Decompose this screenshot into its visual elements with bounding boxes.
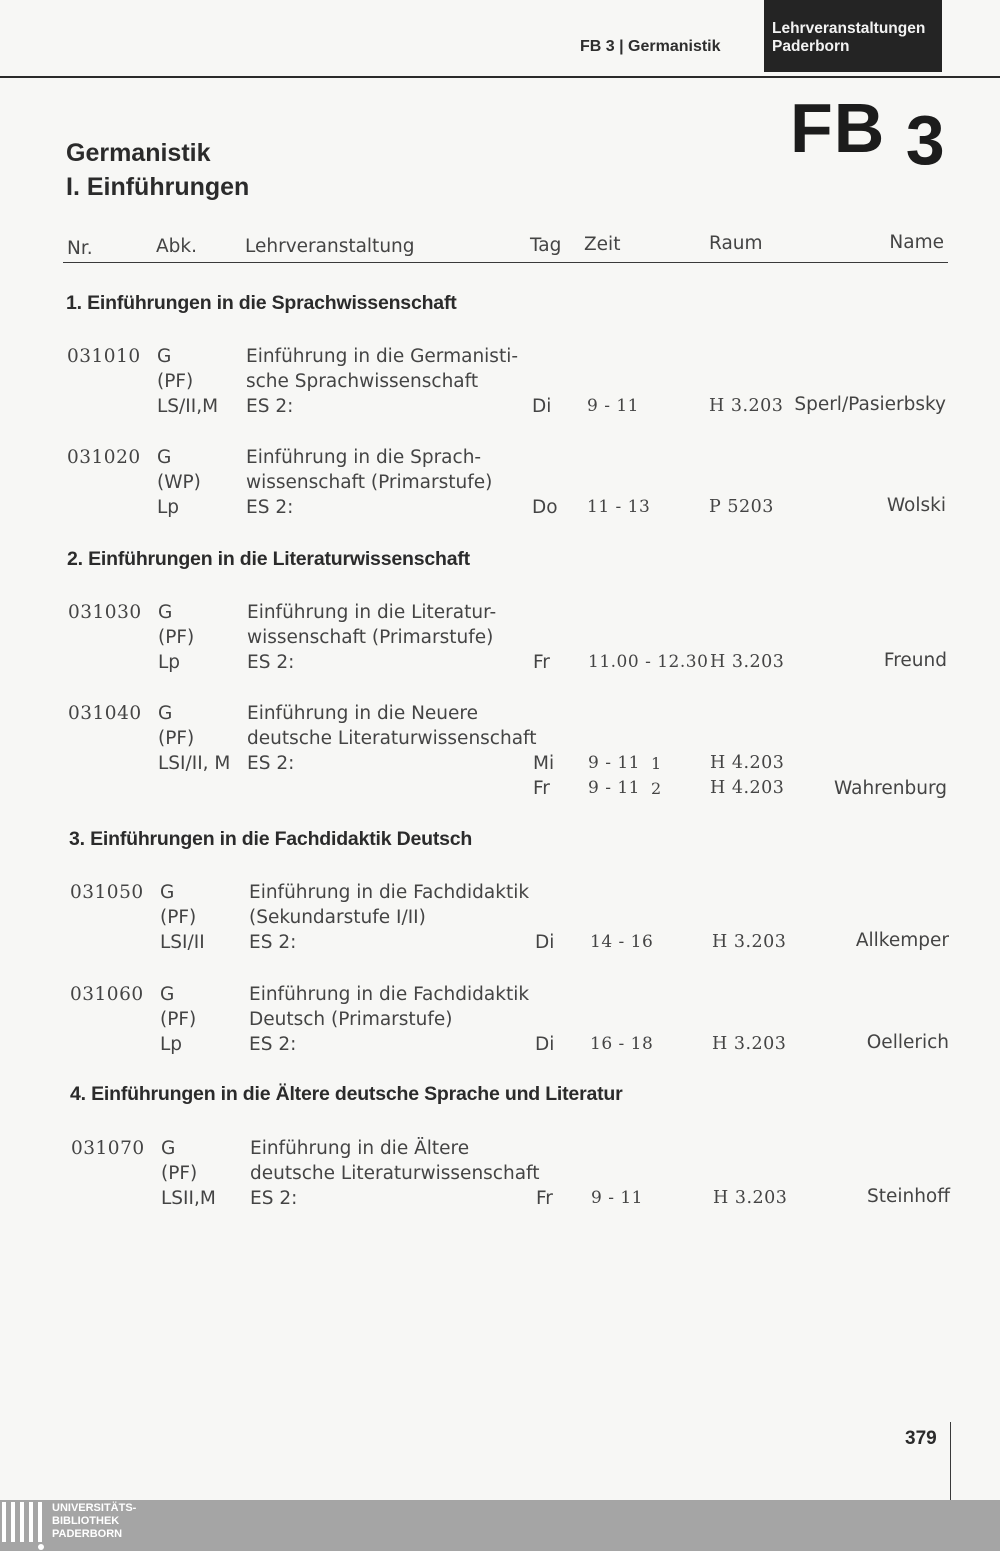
course-abbreviation: LSI/II, M [158, 753, 231, 774]
course-time: 9 - 11 [588, 753, 640, 773]
course-title: Einführung in die Ältere [250, 1138, 470, 1159]
department-number: 3 [905, 101, 946, 179]
course-day: Fr [533, 778, 550, 799]
course-room: P 5203 [709, 497, 774, 517]
course-abbreviation: (WP) [157, 472, 201, 493]
col-header-raum: Raum [709, 233, 763, 254]
course-abbreviation: (PF) [158, 728, 195, 749]
course-time: 9 - 11 [587, 396, 639, 416]
course-abbreviation: G [160, 882, 175, 903]
course-title: ES 2: [249, 1034, 297, 1055]
course-day: Di [532, 396, 552, 417]
course-abbreviation: Lp [157, 497, 180, 518]
course-day: Fr [536, 1188, 553, 1209]
col-header-nr: Nr. [67, 238, 93, 259]
course-abbreviation: G [158, 703, 173, 724]
course-number: 031020 [67, 447, 141, 468]
course-day: Di [535, 932, 555, 953]
course-abbreviation: G [158, 602, 173, 623]
course-abbreviation: Lp [158, 652, 181, 673]
course-title: Einführung in die Fachdidaktik [249, 882, 530, 903]
course-abbreviation: G [161, 1138, 176, 1159]
course-title: (Sekundarstufe I/II) [249, 907, 426, 928]
course-number: 031040 [68, 703, 142, 724]
page-subtitle: I. Einführungen [66, 173, 250, 201]
course-abbreviation: (PF) [157, 371, 194, 392]
column-header-rule [63, 262, 948, 263]
library-name [52, 1502, 136, 1541]
course-abbreviation: G [157, 447, 172, 468]
running-header: FB 3 | Germanistik [580, 38, 721, 55]
col-header-zeit: Zeit [584, 234, 621, 255]
course-lecturer: Steinhoff [866, 1186, 950, 1207]
course-title: ES 2: [247, 652, 295, 673]
course-abbreviation: (PF) [160, 1009, 197, 1030]
course-abbreviation: (PF) [160, 907, 197, 928]
course-abbreviation: LSI/II [160, 932, 205, 953]
header-badge-line2: Paderborn [772, 38, 850, 55]
course-number: 031030 [68, 602, 142, 623]
course-day: Di [535, 1034, 555, 1055]
header-rule [0, 76, 1000, 78]
course-room: H 3.203 [712, 932, 787, 952]
course-day: Fr [533, 652, 550, 673]
course-abbreviation: (PF) [158, 627, 195, 648]
page-number: 379 [905, 1428, 937, 1449]
course-title: Deutsch (Primarstufe) [249, 1009, 453, 1030]
course-lecturer: Freund [883, 650, 947, 671]
section-heading: 1. Einführungen in die Sprachwissenschaft [66, 292, 457, 314]
library-name-line3: PADERBORN [52, 1528, 123, 1540]
course-title: deutsche Literaturwissenschaft [247, 728, 537, 749]
course-abbreviation: G [157, 346, 172, 367]
course-time: 16 - 18 [590, 1034, 654, 1054]
course-room: H 3.203 [713, 1188, 788, 1208]
section-heading: 3. Einführungen in die Fachdidaktik Deutsch [69, 828, 473, 850]
course-title: ES 2: [246, 396, 294, 417]
library-name-line1: UNIVERSITÄTS- [52, 1502, 137, 1514]
course-room: H 3.203 [710, 652, 785, 672]
course-title: sche Sprachwissenschaft [246, 371, 479, 392]
header-badge [764, 0, 942, 72]
section-heading: 4. Einführungen in die Ältere deutsche Sprache und Literatur [70, 1083, 623, 1105]
course-time: 9 - 11 [588, 778, 640, 798]
library-footer-bar [0, 1500, 1000, 1551]
department-label: FB [790, 89, 886, 167]
course-number: 031050 [70, 882, 144, 903]
course-group: 1 [651, 754, 662, 773]
col-header-tag: Tag [530, 235, 562, 256]
course-room: H 3.203 [709, 396, 784, 416]
course-title: Einführung in die Literatur- [247, 602, 497, 623]
course-day: Mi [533, 753, 555, 774]
course-lecturer: Oellerich [866, 1032, 949, 1053]
course-lecturer: Wolski [886, 495, 946, 516]
course-lecturer: Allkemper [855, 930, 949, 951]
course-room: H 4.203 [710, 778, 785, 798]
course-abbreviation: (PF) [161, 1163, 198, 1184]
course-title: Einführung in die Germanisti- [246, 346, 519, 367]
course-title: ES 2: [246, 497, 294, 518]
department-marker [790, 88, 946, 179]
course-day: Do [532, 497, 558, 518]
course-time: 11 - 13 [587, 497, 651, 517]
course-abbreviation: LSII,M [161, 1188, 216, 1209]
page-title: Germanistik [66, 139, 211, 167]
course-title: Einführung in die Sprach- [246, 447, 482, 468]
course-time: 14 - 16 [590, 932, 654, 952]
course-title: wissenschaft (Primarstufe) [246, 472, 493, 493]
course-title: deutsche Literaturwissenschaft [250, 1163, 540, 1184]
course-time: 9 - 11 [591, 1188, 643, 1208]
course-abbreviation: LS/II,M [157, 396, 219, 417]
course-title: wissenschaft (Primarstufe) [247, 627, 494, 648]
course-abbreviation: G [160, 984, 175, 1005]
course-time: 11.00 - 12.30 [588, 652, 709, 672]
header-badge-line1: Lehrveranstaltungen [772, 20, 926, 37]
course-number: 031070 [71, 1138, 145, 1159]
course-room: H 3.203 [712, 1034, 787, 1054]
course-lecturer: Sperl/Pasierbsky [794, 394, 946, 415]
course-title: Einführung in die Neuere [247, 703, 478, 724]
course-number: 031010 [67, 346, 141, 367]
course-title: Einführung in die Fachdidaktik [249, 984, 530, 1005]
course-title: ES 2: [249, 932, 297, 953]
page-number-rule [950, 1422, 951, 1500]
course-number: 031060 [70, 984, 144, 1005]
course-title: ES 2: [250, 1188, 298, 1209]
course-lecturer: Wahrenburg [834, 778, 947, 799]
course-abbreviation: Lp [160, 1034, 183, 1055]
library-name-line2: BIBLIOTHEK [52, 1515, 120, 1527]
col-header-lehrveranstaltung: Lehrveranstaltung [245, 236, 415, 257]
col-header-abk: Abk. [156, 236, 197, 257]
col-header-name: Name [889, 232, 944, 253]
course-room: H 4.203 [710, 753, 785, 773]
course-title: ES 2: [247, 753, 295, 774]
section-heading: 2. Einführungen in die Literaturwissenschaft [67, 548, 470, 570]
course-group: 2 [651, 779, 662, 798]
